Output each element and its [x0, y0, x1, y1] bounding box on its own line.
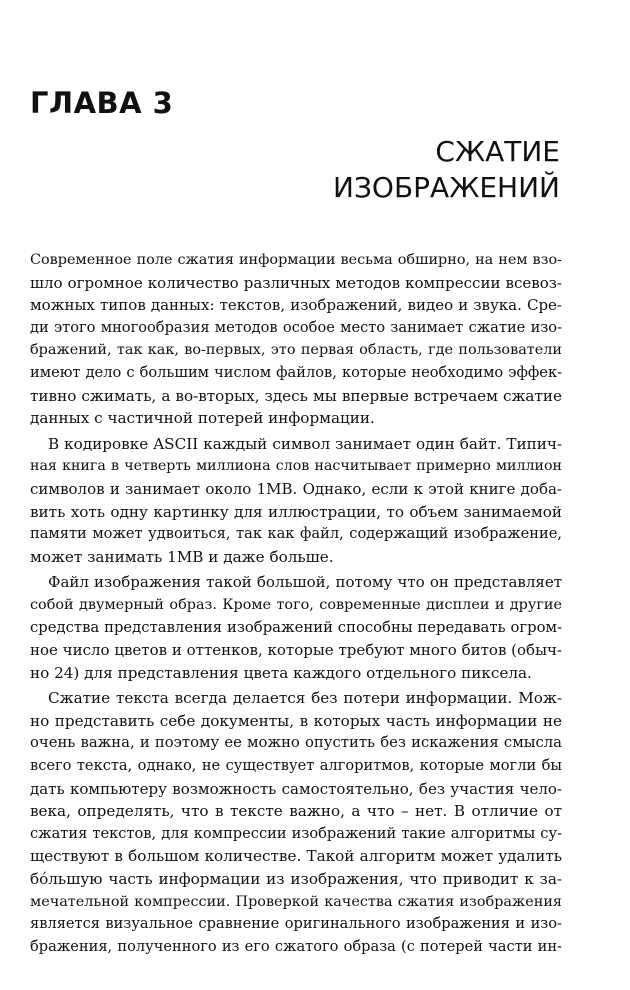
paragraph-1 — [30, 249, 562, 430]
text-line: ная книга в четверть миллиона слов насчитывает примерно миллион — [30, 458, 562, 475]
text-line: всего текста, однако, не существует алгоритмов, которые могли бы — [30, 757, 562, 775]
chapter-title-line-2: ИЗОБРАЖЕНИЙ — [333, 171, 560, 204]
text-line: символов и занимает около 1MB. Однако, если к этой книге доба- — [30, 479, 562, 498]
text-line: сжатия текстов, для компрессии изображений такие алгоритмы су- — [30, 824, 562, 842]
text-line: бражения, полученного из его сжатого образа (с потерей части ин- — [30, 937, 562, 955]
text-line: ди этого многообразия методов особое место занимает сжатие изо- — [30, 318, 562, 336]
text-line: ное число цветов и оттенков, которые требуют много битов (обыч- — [30, 641, 562, 660]
text-line: ществуют в большом количестве. Такой алгоритм может удалить — [30, 847, 562, 866]
text-line: Современное поле сжатия информации весьма обширно, на нем взо- — [30, 252, 562, 268]
text-line: вить хоть одну картинку для иллюстрации, то объем занимаемой — [30, 502, 562, 521]
chapter-number: ГЛАВА 3 — [30, 86, 174, 120]
text-line: бражений, так как, во-первых, это первая область, где пользователи — [30, 342, 562, 359]
text-line: данных с частичной потерей информации. — [30, 409, 375, 428]
paragraph-2 — [30, 433, 562, 569]
text-line: но 24) для представления цвета каждого отдельного пиксела. — [30, 663, 532, 682]
chapter-title — [333, 134, 560, 206]
text-line: можных типов данных: текстов, изображений, видео и звука. Сре- — [30, 296, 562, 315]
text-line: очень важна, и поэтому ее можно опустить без искажения смысла — [30, 734, 562, 752]
text-line: века, определять, что в тексте важно, а что – нет. В отличие от — [30, 802, 562, 821]
paragraph-4 — [30, 687, 562, 958]
body-text — [30, 249, 562, 958]
text-line: может занимать 1MB и даже больше. — [30, 547, 334, 566]
text-line: является визуальное сравнение оригинального изображения и изо- — [30, 915, 562, 933]
text-line: Сжатие текста всегда делается без потери информации. Мож- — [48, 689, 562, 708]
text-line: Файл изображения такой большой, потому что он представляет — [48, 573, 562, 592]
text-line: дать компьютеру возможность самостоятельно, без участия чело- — [30, 779, 562, 798]
text-line: В кодировке ASCII каждый символ занимает один байт. Типич- — [48, 434, 562, 453]
text-line: памяти может удвоиться, так как файл, содержащий изображение, — [30, 525, 562, 543]
text-line: собой двумерный образ. Кроме того, современные дисплеи и другие — [30, 596, 562, 613]
text-line: имеют дело с большим числом файлов, которые необходимо эффек- — [30, 363, 562, 381]
paragraph-3 — [30, 571, 562, 684]
text-line: шло огромное количество различных методов компрессии всевоз- — [30, 273, 562, 292]
text-line: бóльшую часть информации из изображения, что приводит к за- — [30, 870, 562, 889]
text-line: средства представления изображений способны передавать огром- — [30, 618, 562, 636]
text-line: тивно сжимать, а во-вторых, здесь мы впервые встречаем сжатие — [30, 386, 562, 405]
text-line: мечательной компрессии. Проверкой качества сжатия изображения — [30, 893, 562, 910]
text-line: но представить себе документы, в которых часть информации не — [30, 711, 562, 730]
chapter-title-line-1: СЖАТИЕ — [435, 135, 560, 168]
